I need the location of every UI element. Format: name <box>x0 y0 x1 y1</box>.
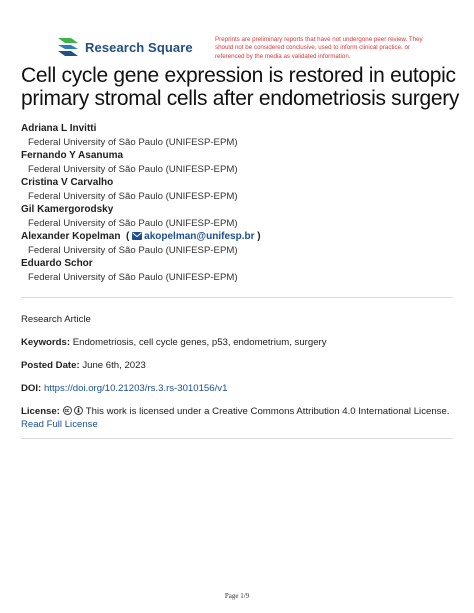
posted-date-label: Posted Date: <box>21 360 80 371</box>
posted-date-value: June 6th, 2023 <box>82 360 146 371</box>
author-name: Gil Kamergorodsky <box>21 204 114 216</box>
author-entry <box>21 257 261 284</box>
envelope-icon <box>132 232 142 240</box>
author-list <box>21 122 261 285</box>
author-affiliation: Federal University of São Paulo (UNIFESP-EPM) <box>28 136 238 148</box>
license-text: This work is licensed under a Creative Commons Attribution 4.0 International License. <box>85 406 450 417</box>
email-open-paren: ( <box>123 231 130 243</box>
article-type <box>21 313 91 326</box>
doi-link[interactable]: https://doi.org/10.21203/rs.3.rs-3010156/v1 <box>43 383 228 394</box>
email-close-paren: ) <box>257 231 261 243</box>
page-number: Page 1/9 <box>224 592 250 600</box>
doi-label: DOI: <box>21 383 42 394</box>
author-entry <box>21 176 261 203</box>
divider <box>21 438 453 439</box>
research-square-logo-icon <box>57 37 79 57</box>
author-name: Fernando Y Asanuma <box>21 150 124 162</box>
research-square-logo[interactable] <box>57 37 193 57</box>
divider <box>21 297 453 298</box>
author-affiliation: Federal University of São Paulo (UNIFESP-EPM) <box>28 190 238 202</box>
preprint-disclaimer: Preprints are preliminary reports that have not undergone peer review. They should not be considered conclusive, used to inform clinical practice, or referenced by the media as validated information. <box>215 36 423 60</box>
author-affiliation: Federal University of São Paulo (UNIFESP-EPM) <box>28 217 238 229</box>
article-type-text: Research Article <box>21 314 91 325</box>
author-name: Cristina V Carvalho <box>21 177 114 189</box>
cc-icon <box>63 406 72 415</box>
author-name: Adriana L Invitti <box>21 123 97 134</box>
keywords-label: Keywords: <box>21 337 71 348</box>
keywords-value: Endometriosis, cell cycle genes, p53, endometrium, surgery <box>72 337 327 348</box>
corresponding-author-line <box>21 230 261 244</box>
author-entry <box>21 203 261 230</box>
paper-title: Cell cycle gene expression is restored in eutopic primary stromal cells after endometriosis surgery <box>21 64 460 110</box>
author-affiliation: Federal University of São Paulo (UNIFESP-EPM) <box>28 244 238 256</box>
author-entry <box>21 149 261 176</box>
posted-date-row <box>21 359 146 372</box>
author-email: akopelman@unifesp.br <box>144 231 255 243</box>
author-name: Eduardo Schor <box>21 258 93 270</box>
license-label: License: <box>21 406 60 417</box>
author-entry <box>21 122 261 149</box>
author-entry <box>21 230 261 257</box>
keywords-row <box>21 336 327 349</box>
by-icon <box>74 406 83 415</box>
author-affiliation: Federal University of São Paulo (UNIFESP-EPM) <box>28 271 238 283</box>
read-full-license-link[interactable]: Read Full License <box>21 419 98 430</box>
logo-text: Research Square <box>85 39 193 55</box>
doi-row <box>21 382 227 395</box>
author-email-link[interactable] <box>132 231 257 242</box>
author-name: Alexander Kopelman <box>21 231 121 243</box>
license-row <box>21 405 461 431</box>
author-affiliation: Federal University of São Paulo (UNIFESP-EPM) <box>28 163 238 175</box>
